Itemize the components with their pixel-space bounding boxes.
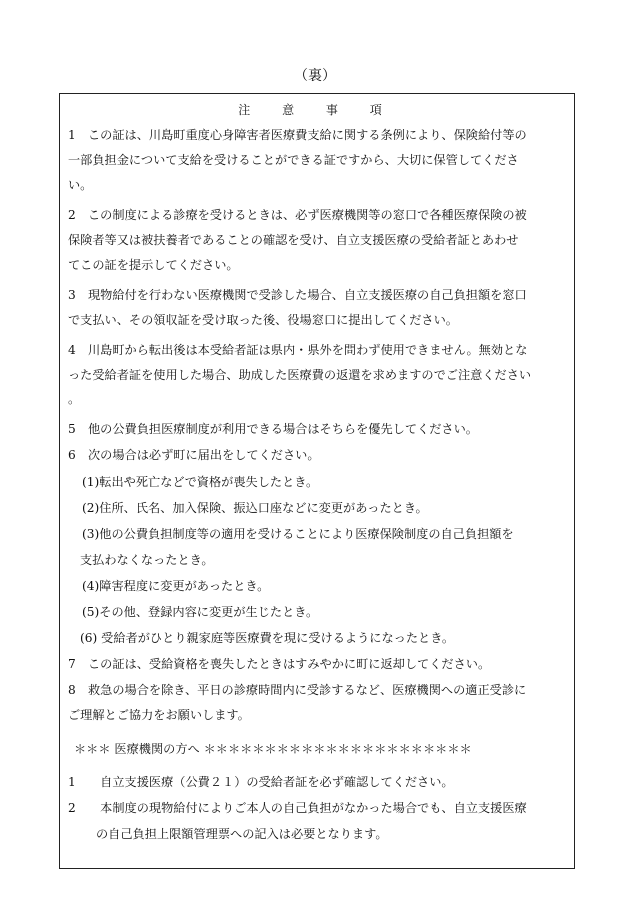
notice-box — [59, 93, 575, 869]
back-side-label: （裏） — [294, 68, 336, 84]
medical-item-2-line-1: 2 本制度の現物給付によりご本人の自己負担がなかった場合でも、自立支援医療 — [68, 801, 527, 815]
medical-item-1-line-1: 1 自立支援医療（公費２１）の受給者証を必ず確認してください。 — [68, 775, 454, 789]
sub-item-4: (4)障害程度に変更があったとき。 — [82, 579, 270, 593]
medical-section-header: ＊＊＊ 医療機関の方へ ＊＊＊＊＊＊＊＊＊＊＊＊＊＊＊＊＊＊＊＊＊＊ — [74, 742, 472, 756]
notice-item-4-line-2: った受給者証を使用した場合、助成した医療費の返還を求めますのでご注意ください — [68, 368, 532, 382]
sub-item-2: (2)住所、氏名、加入保険、振込口座などに変更があったとき。 — [82, 501, 428, 515]
notice-item-3-line-1: 3 現物給付を行わない医療機関で受診した場合、自立支援医療の自己負担額を窓口 — [68, 288, 527, 302]
notice-item-8-line-2: ご理解とご協力をお願いします。 — [68, 708, 250, 722]
notice-item-2-line-2: 保険者等又は被扶養者であることの確認を受け、自立支援医療の受給者証とあわせ — [68, 233, 519, 247]
notice-item-2-line-3: てこの証を提示してください。 — [68, 258, 239, 272]
sub-item-3-line-2: 支払わなくなったとき。 — [80, 553, 214, 567]
sub-item-5: (5)その他、登録内容に変更が生じたとき。 — [82, 605, 319, 619]
sub-item-1: (1)転出や死亡などで資格が喪失したとき。 — [82, 475, 319, 489]
notice-title: 注 意 事 項 — [238, 103, 396, 117]
notice-item-7-line-1: 7 この証は、受給資格を喪失したときはすみやかに町に返却してください。 — [68, 657, 491, 671]
notice-item-4-line-1: 4 川島町から転出後は本受給者証は県内・県外を問わず使用できません。無効とな — [68, 343, 528, 357]
notice-item-3-line-2: で支払い、その領収証を受け取った後、役場窓口に提出してください。 — [68, 313, 458, 327]
notice-item-2-line-1: 2 この制度による診療を受けるときは、必ず医療機関等の窓口で各種医療保険の被 — [68, 208, 527, 222]
notice-item-8-line-1: 8 救急の場合を除き、平日の診療時間内に受診するなど、医療機関への適正受診に — [68, 683, 527, 697]
sub-item-3-line-1: (3)他の公費負担制度等の適用を受けることにより医療保険制度の自己負担額を — [82, 527, 514, 541]
notice-item-1-line-2: 一部負担金について支給を受けることができる証ですから、大切に保管してくださ — [68, 153, 519, 167]
sub-item-6: (6) 受給者がひとり親家庭等医療費を現に受けるようになったとき。 — [80, 631, 455, 645]
notice-item-4-line-3: 。 — [68, 392, 81, 406]
notice-item-6-line-1: 6 次の場合は必ず町に届出をしてください。 — [68, 448, 320, 462]
notice-item-1-line-1: 1 この証は、川島町重度心身障害者医療費支給に関する条例により、保険給付等の — [68, 128, 527, 142]
notice-item-5-line-1: 5 他の公費負担医療制度が利用できる場合はそちらを優先してください。 — [68, 422, 478, 436]
notice-item-1-line-3: い。 — [68, 178, 93, 192]
medical-item-2-line-2: の自己負担上限額管理票への記入は必要となります。 — [96, 827, 388, 841]
